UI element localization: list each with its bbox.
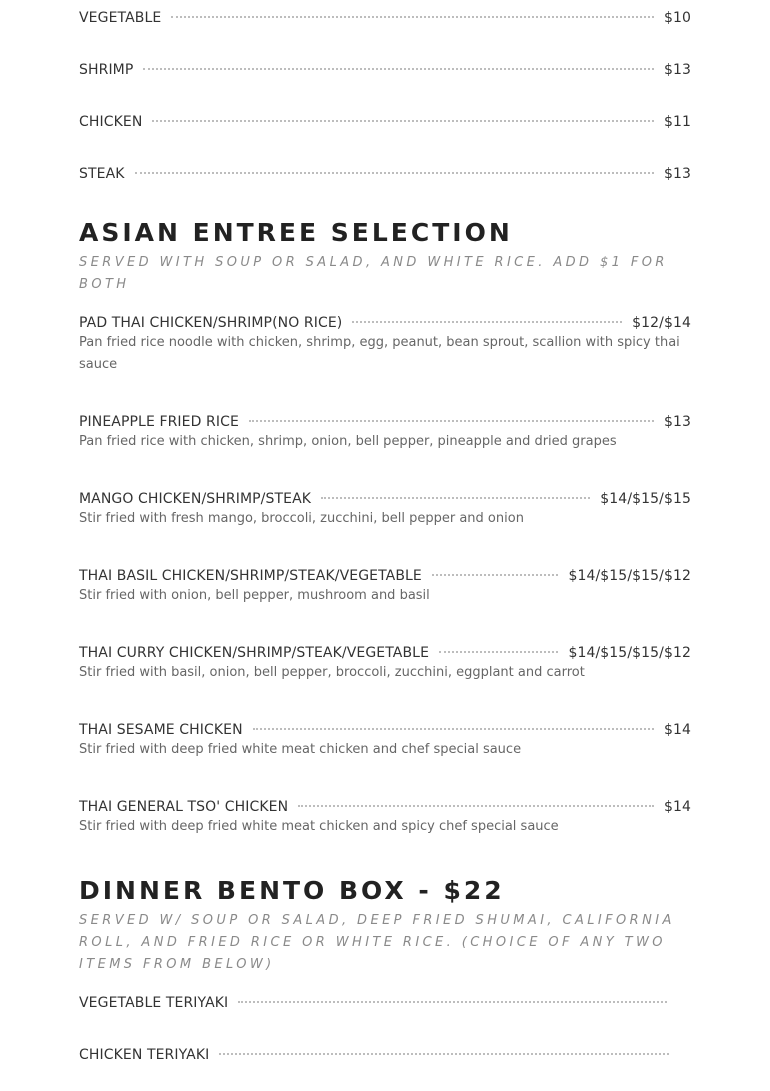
menu-item [79,62,691,78]
item-price: $14 [663,799,691,815]
item-name: VEGETABLE TERIYAKI [79,995,229,1011]
item-price: $13 [663,166,691,182]
item-name: STEAK [79,166,125,182]
item-price: $14 [663,722,691,738]
item-price: $11 [663,114,691,130]
item-price: $13 [663,414,691,430]
item-name: CHICKEN TERIYAKI [79,1047,210,1063]
menu-item [79,166,691,182]
dot-leader [253,728,654,730]
item-name: THAI CURRY CHICKEN/SHRIMP/STEAK/VEGETABLE [79,645,430,661]
dot-leader [135,172,654,174]
item-name: THAI SESAME CHICKEN [79,722,243,738]
item-description: Stir fried with onion, bell pepper, mushroom and basil [79,588,430,603]
menu-item [79,414,691,453]
dot-leader [298,805,654,807]
menu-item [79,568,691,607]
asian-entree-section [79,218,691,296]
item-price: $14/$15/$15/$12 [568,645,691,661]
item-name: SHRIMP [79,62,134,78]
item-description: Stir fried with fresh mango, broccoli, zucchini, bell pepper and onion [79,511,524,526]
menu-item [79,10,691,26]
dot-leader [352,321,622,323]
item-name: THAI BASIL CHICKEN/SHRIMP/STEAK/VEGETABLE [79,568,422,584]
section-subtitle: SERVED W/ SOUP OR SALAD, DEEP FRIED SHUMAI, CALIFORNIA ROLL, AND FRIED RICE OR WHITE RICE. (CHOICE OF ANY TWO ITEMS FROM BELOW) [79,913,675,972]
menu-item [79,799,691,838]
menu-item [79,645,691,684]
item-name: PAD THAI CHICKEN/SHRIMP(NO RICE) [79,315,343,331]
item-price: $14/$15/$15/$12 [568,568,691,584]
item-description: Stir fried with basil, onion, bell pepper, broccoli, zucchini, eggplant and carrot [79,665,585,680]
menu-item [79,722,691,761]
item-description: Stir fried with deep fried white meat chicken and chef special sauce [79,742,522,757]
dot-leader [143,68,654,70]
dot-leader [321,497,590,499]
menu-item [79,114,691,130]
item-price: $14/$15/$15 [600,491,691,507]
dot-leader [171,16,654,18]
section-title: ASIAN ENTREE SELECTION [79,218,513,247]
item-name: THAI GENERAL TSO' CHICKEN [79,799,289,815]
menu-item [79,491,691,530]
dot-leader [249,420,654,422]
item-price: $12/$14 [632,315,691,331]
section-title: DINNER BENTO BOX - $22 [79,876,505,905]
item-name: PINEAPPLE FRIED RICE [79,414,239,430]
dot-leader [219,1053,669,1055]
item-description: Pan fried rice with chicken, shrimp, onion, bell pepper, pineapple and dried grapes [79,434,617,449]
menu-item [79,995,679,1011]
dot-leader [152,120,654,122]
menu-item [79,1047,681,1063]
item-description: Stir fried with deep fried white meat chicken and spicy chef special sauce [79,819,559,834]
menu-item [79,315,691,376]
item-name: MANGO CHICKEN/SHRIMP/STEAK [79,491,312,507]
bento-section [79,876,691,976]
item-description: Pan fried rice noodle with chicken, shrimp, egg, peanut, bean sprout, scallion with spicy thai sauce [79,335,680,372]
item-name: CHICKEN [79,114,143,130]
dot-leader [432,574,559,576]
dot-leader [439,651,558,653]
dot-leader [238,1001,667,1003]
item-price: $10 [663,10,691,26]
item-name: VEGETABLE [79,10,162,26]
section-subtitle: SERVED WITH SOUP OR SALAD, AND WHITE RICE. ADD $1 FOR BOTH [79,255,668,292]
item-price: $13 [663,62,691,78]
